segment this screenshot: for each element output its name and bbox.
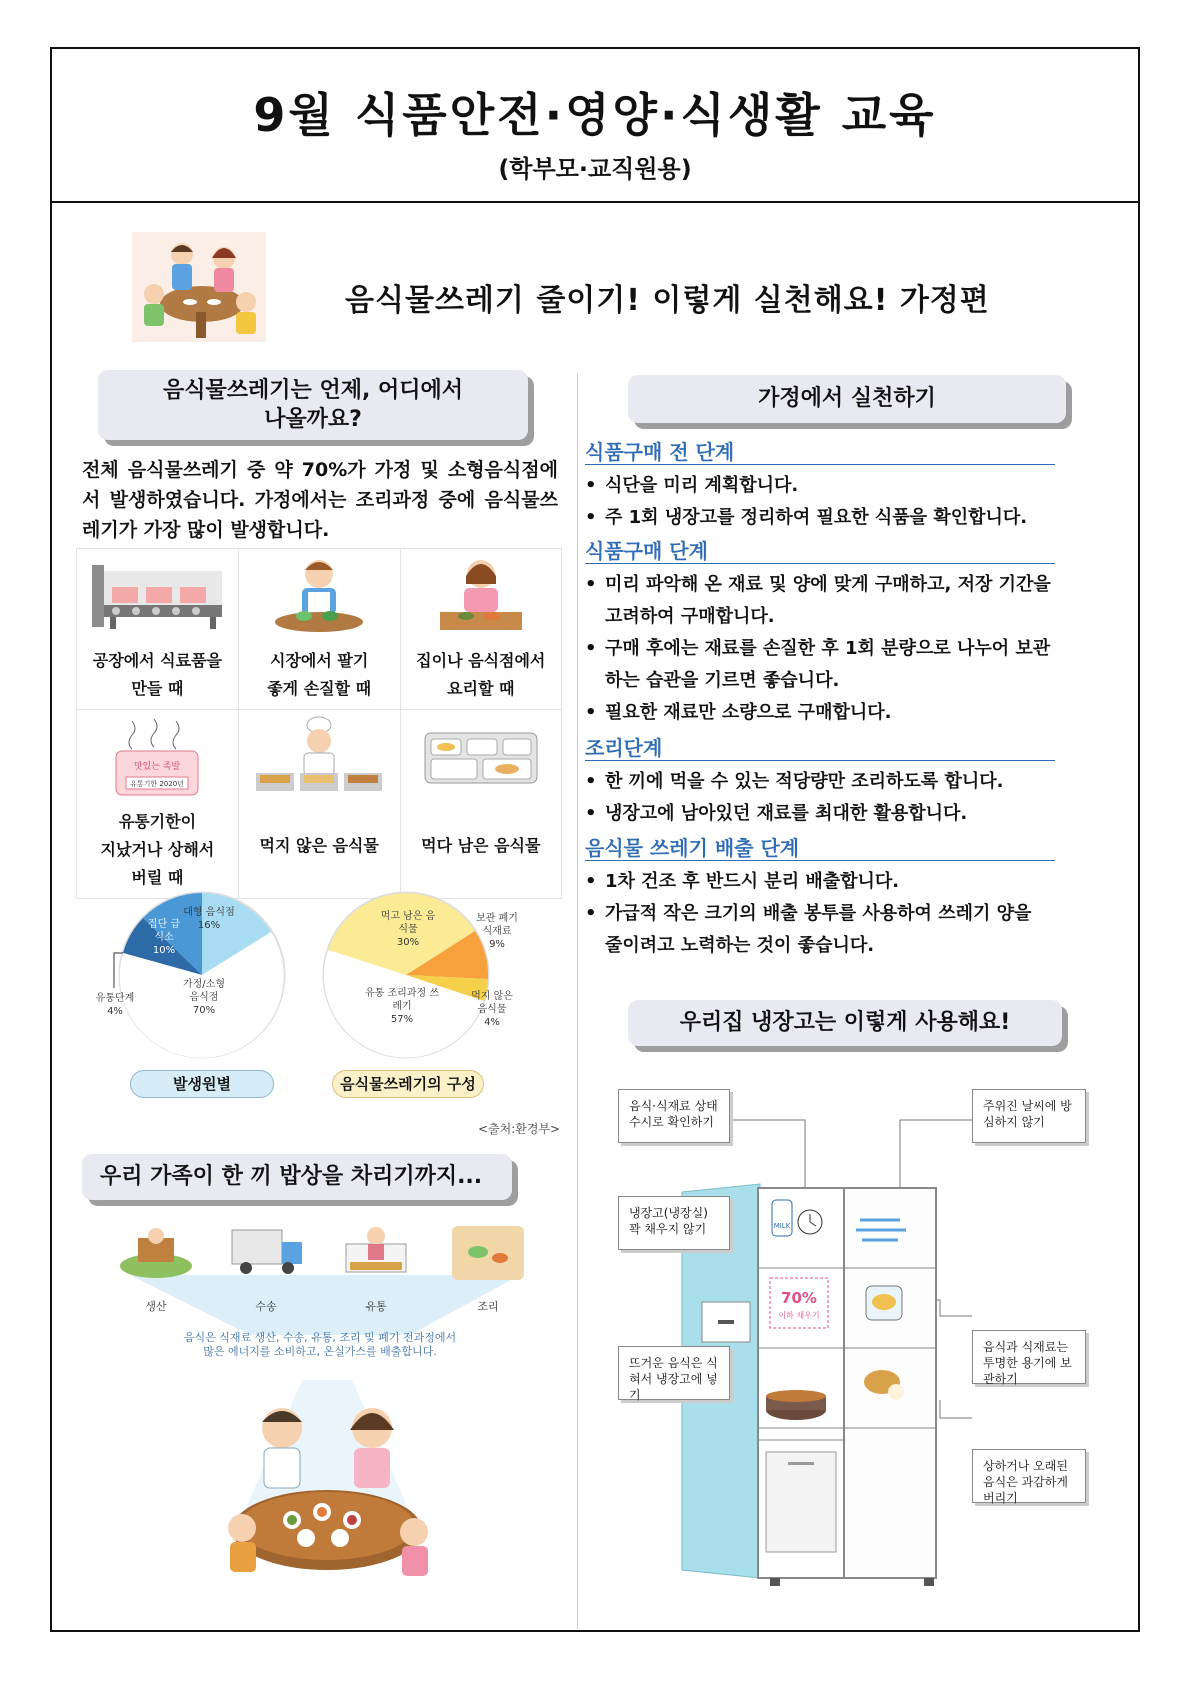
pie1-caption: 발생원별 [130, 1070, 274, 1098]
energy-note-line2: 많은 에너지를 소비하고, 온실가스를 배출합니다. [203, 1345, 437, 1358]
grid-kitchen-line2: 요리할 때 [447, 679, 515, 698]
stage-cooking: 조리 [477, 1300, 499, 1313]
callout-dont-overfill: 냉장고(냉장실) 꽉 채우지 않기 [618, 1196, 730, 1250]
source-note: <출처:환경부> [478, 1122, 561, 1136]
pie1-dist-name: 유통단계 [95, 993, 135, 1004]
pie2-caption: 음식물쓰레기의 구성 [332, 1070, 484, 1098]
page-title: 9월 식품안전·영양·식생활 교육 [253, 88, 937, 142]
grid-cell-market [238, 549, 400, 710]
practice-title: 가정에서 실천하기 [758, 386, 936, 411]
fridge-title: 우리집 냉장고는 이렇게 사용해요! [679, 1010, 1011, 1035]
grid-kitchen-line1: 집이나 음식점에서 [416, 651, 546, 670]
grid-uneaten-line1: 먹지 않은 음식물 [259, 836, 379, 855]
column-divider [577, 374, 578, 1629]
distribution-shop-icon [336, 1222, 416, 1282]
pie2-cooking-name: 유통 조리과정 쓰레기 [365, 988, 439, 1012]
pie2-label-cooking [364, 987, 440, 1026]
intro-text: 전체 음식물쓰레기 중 약 70%가 가정 및 소형음식점에서 발생하였습니다. 가정에서는 조리과정 중에 음식물쓰레기가 가장 많이 발생합니다. [82, 459, 558, 541]
transport-truck-icon [226, 1222, 306, 1282]
production-icon [116, 1222, 196, 1282]
fridge-title-box [628, 1000, 1062, 1046]
bullet-cook-right-amount: • 한 끼에 먹을 수 있는 적당량만 조리하도록 합니다. [585, 766, 1055, 798]
grid-cell-uneaten [238, 710, 400, 899]
pie1-dist-value: 4% [107, 1006, 123, 1017]
stage-distribution: 유통 [365, 1300, 387, 1313]
grid-market-line2: 좋게 손질할 때 [267, 679, 372, 698]
fidge-sign-pct: 70% [781, 1289, 817, 1307]
callout-cool-hot-food: 뜨거운 음식은 식혀서 냉장고에 넣기 [618, 1346, 730, 1400]
family-table-illustration [222, 1380, 432, 1620]
question-title-line2: 나올까요? [264, 407, 362, 432]
page-subtitle: (학부모·교직원용) [498, 155, 692, 183]
section-before-purchase: 식품구매 전 단계 [585, 440, 1055, 465]
grid-factory-line2: 만들 때 [131, 679, 184, 698]
family-meal-illustration [132, 232, 266, 342]
section-cooking: 조리단계 [585, 736, 1055, 761]
chef-trays-icon [254, 715, 384, 801]
energy-note [160, 1331, 480, 1359]
practice-title-box [628, 375, 1066, 423]
bullet-small-bag: • 가급적 작은 크기의 배출 봉투를 사용하여 쓰레기 양을 줄이려고 노력하는 것이 좋습니다. [585, 898, 1055, 962]
grid-cell-factory [77, 549, 239, 710]
family-title: 우리 가족이 한 끼 밥상을 차리기까지... [100, 1164, 483, 1189]
pie1-label-dist [90, 992, 140, 1018]
grid-expired-line1: 유통기한이 [118, 812, 197, 831]
pie2-stored-name: 보관 폐기 식재료 [476, 913, 518, 937]
pie1-label-home [180, 978, 228, 1017]
callout-transparent-container: 음식과 식재료는 투명한 용기에 보관하기 [972, 1330, 1086, 1384]
pie1-group-name: 집단 급식소 [147, 919, 181, 943]
cooking-board-icon [448, 1222, 528, 1282]
section-purchase: 식품구매 단계 [585, 539, 1055, 564]
section-disposal: 음식물 쓰레기 배출 단계 [585, 836, 1055, 861]
grid-factory-line1: 공장에서 식료품을 [92, 651, 222, 670]
bullet-plan-menu: • 식단을 미리 계획합니다. [585, 470, 1055, 502]
pie1-large-value: 16% [197, 920, 221, 931]
expired-stamp-line2: 유통기한 2020년 [130, 780, 185, 788]
family-title-box [82, 1154, 512, 1200]
bullet-dry-separate: • 1차 건조 후 반드시 분리 배출합니다. [585, 866, 1055, 898]
grid-leftover-line1: 먹다 남은 음식물 [421, 836, 541, 855]
waste-source-grid [76, 548, 562, 899]
callout-hot-weather: 주위진 날씨에 방심하지 않기 [972, 1089, 1086, 1143]
bullet-use-leftovers: • 냉장고에 남아있던 재료를 최대한 활용합니다. [585, 798, 1055, 830]
meal-tray-icon [421, 723, 541, 793]
stage-transport: 수송 [255, 1300, 277, 1313]
callout-check-food: 음식·식재료 상태 수시로 확인하기 [618, 1089, 730, 1143]
bullet-portion: • 구매 후에는 재료를 손질한 후 1회 분량으로 나누어 보관하는 습관을 기르면 좋습니다. [585, 633, 1055, 697]
bullet-buy-planned: • 미리 파악해 온 재료 및 양에 맞게 구매하고, 저장 기간을 고려하여 구매합니다. [585, 569, 1055, 633]
pie1-home-value: 70% [192, 1005, 216, 1016]
callout-discard-spoiled: 상하거나 오래된 음식은 과감하게 버리기 [972, 1449, 1086, 1503]
pie2-uneaten-name: 먹지 않은 음식물 [471, 991, 513, 1015]
pie2-label-uneaten [468, 990, 516, 1029]
grid-expired-line3: 버릴 때 [131, 868, 184, 887]
pie2-cooking-value: 57% [390, 1014, 414, 1025]
pie2-leftover-name: 먹고 남은 음식물 [380, 911, 436, 935]
fridge-sign-text: 이하 채우기 [778, 1311, 820, 1320]
pie2-label-leftover [378, 910, 438, 949]
factory-conveyor-icon [92, 557, 222, 637]
page-header [50, 47, 1140, 203]
grid-expired-line2: 지났거나 상해서 [100, 840, 215, 859]
question-title-box [98, 370, 528, 440]
home-cook-icon [426, 554, 536, 640]
question-title-line1: 음식물쓰레기는 언제, 어디에서 [163, 378, 463, 403]
grid-cell-kitchen [400, 549, 561, 710]
energy-note-line1: 음식은 식재료 생산, 수송, 유통, 조리 및 폐기 전과정에서 [183, 1331, 457, 1344]
market-vendor-icon [264, 554, 374, 640]
pie2-stored-value: 9% [489, 939, 505, 950]
milk-label: MILK [773, 1222, 791, 1230]
grid-cell-leftover [400, 710, 561, 899]
banner-title: 음식물쓰레기 줄이기! 이렇게 실천해요! 가정편 [345, 283, 990, 318]
pie1-group-value: 10% [152, 945, 176, 956]
stage-production: 생산 [145, 1300, 167, 1313]
pie2-label-stored [474, 912, 520, 951]
pie2-uneaten-value: 4% [484, 1017, 500, 1028]
grid-market-line1: 시장에서 팔기 [270, 651, 369, 670]
pie1-label-large [176, 906, 242, 932]
grid-cell-expired [77, 710, 239, 899]
pie1-large-name: 대형 음식점 [183, 907, 235, 918]
bullet-buy-small: • 필요한 재료만 소량으로 구매합니다. [585, 697, 1055, 729]
expired-package-icon [102, 715, 212, 801]
pie1-label-group [146, 918, 182, 957]
pie2-leftover-value: 30% [396, 937, 420, 948]
bullet-organize-fridge: • 주 1회 냉장고를 정리하여 필요한 식품을 확인합니다. [585, 502, 1055, 534]
expired-stamp-line1: 맛있는 족발 [134, 762, 181, 772]
pie1-home-name: 가정/소형 음식점 [182, 979, 225, 1003]
